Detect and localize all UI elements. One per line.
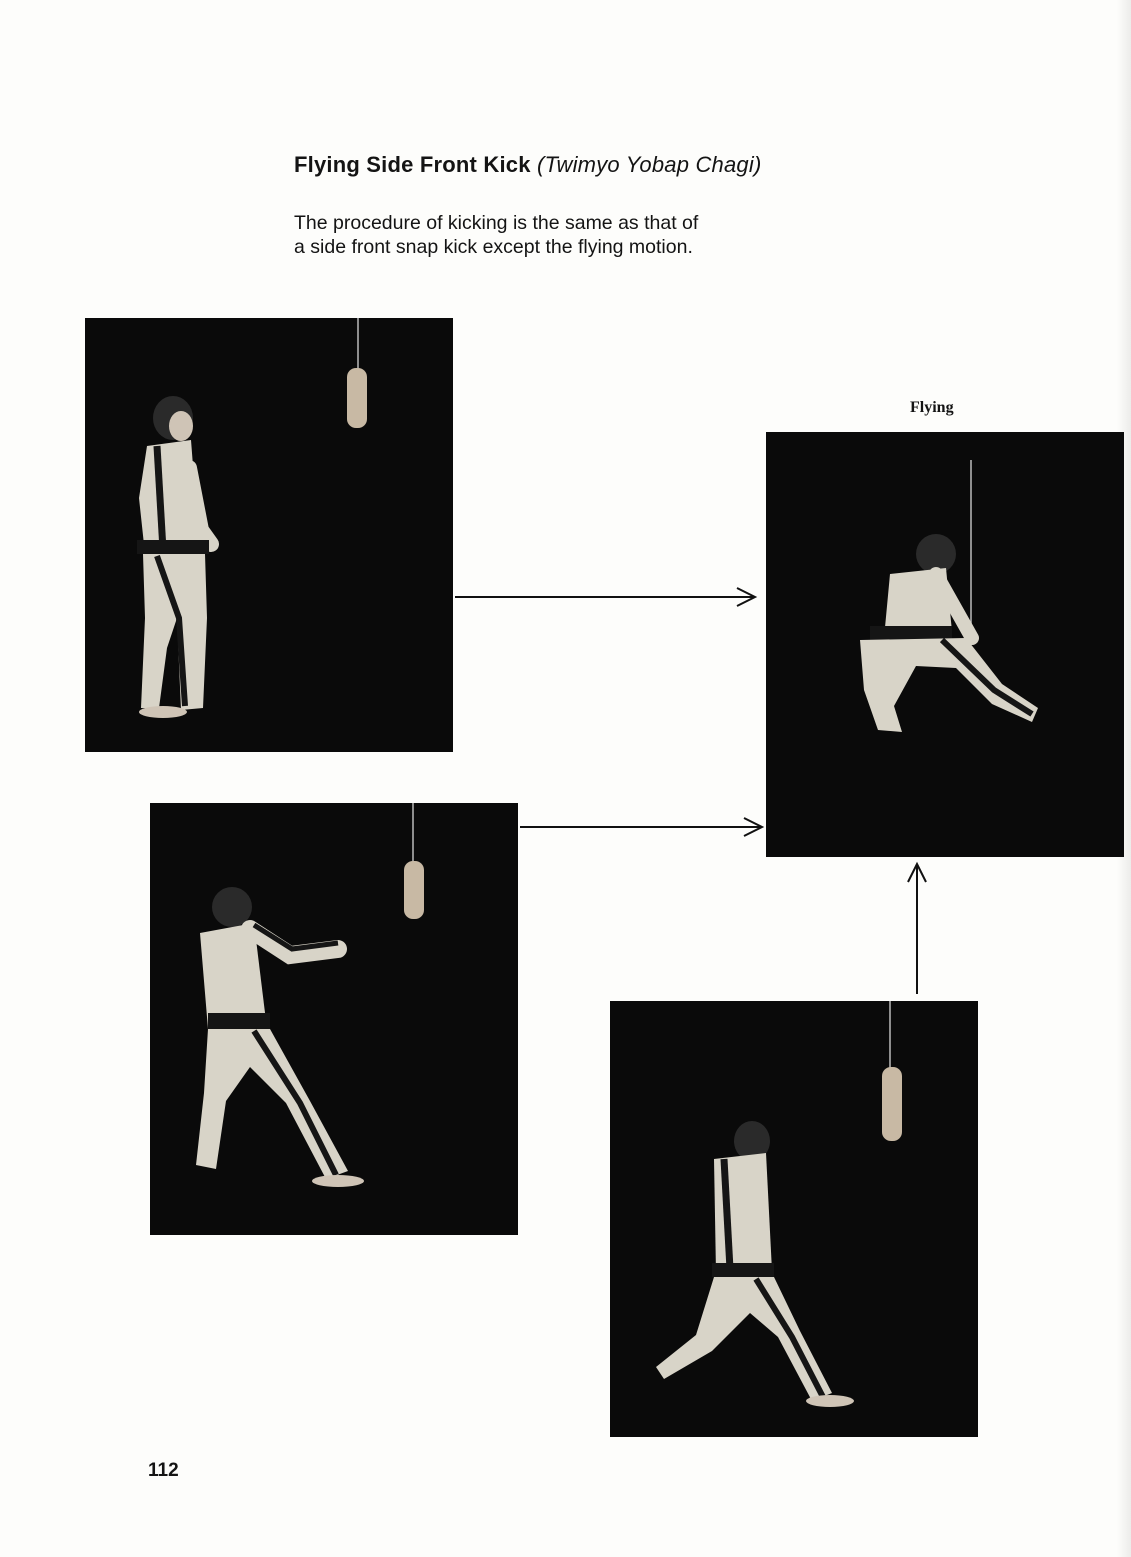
figure-ready-stance <box>85 318 453 752</box>
page-number: 112 <box>148 1460 179 1481</box>
figure-step-in <box>610 1001 978 1437</box>
description-paragraph <box>294 211 698 259</box>
photo-flying-kick <box>766 432 1124 857</box>
arrow-stance-to-flying <box>520 815 767 839</box>
arrow-ready-to-flying <box>455 585 760 609</box>
figure-fighting-stance <box>150 803 518 1235</box>
figure-flying-kick <box>766 432 1124 857</box>
page-title <box>294 152 761 178</box>
photo-fighting-stance <box>150 803 518 1235</box>
photo-ready-stance <box>85 318 453 752</box>
title-text: Flying Side Front Kick <box>294 152 531 177</box>
title-romanization: (Twimyo Yobap Chagi) <box>536 152 762 177</box>
description-line-2: a side front snap kick except the flying motion. <box>294 236 693 258</box>
photo-step-in <box>610 1001 978 1437</box>
arrow-step-to-flying <box>904 860 930 995</box>
description-line-1: The procedure of kicking is the same as that of <box>294 212 699 234</box>
flying-caption: Flying <box>910 399 954 416</box>
